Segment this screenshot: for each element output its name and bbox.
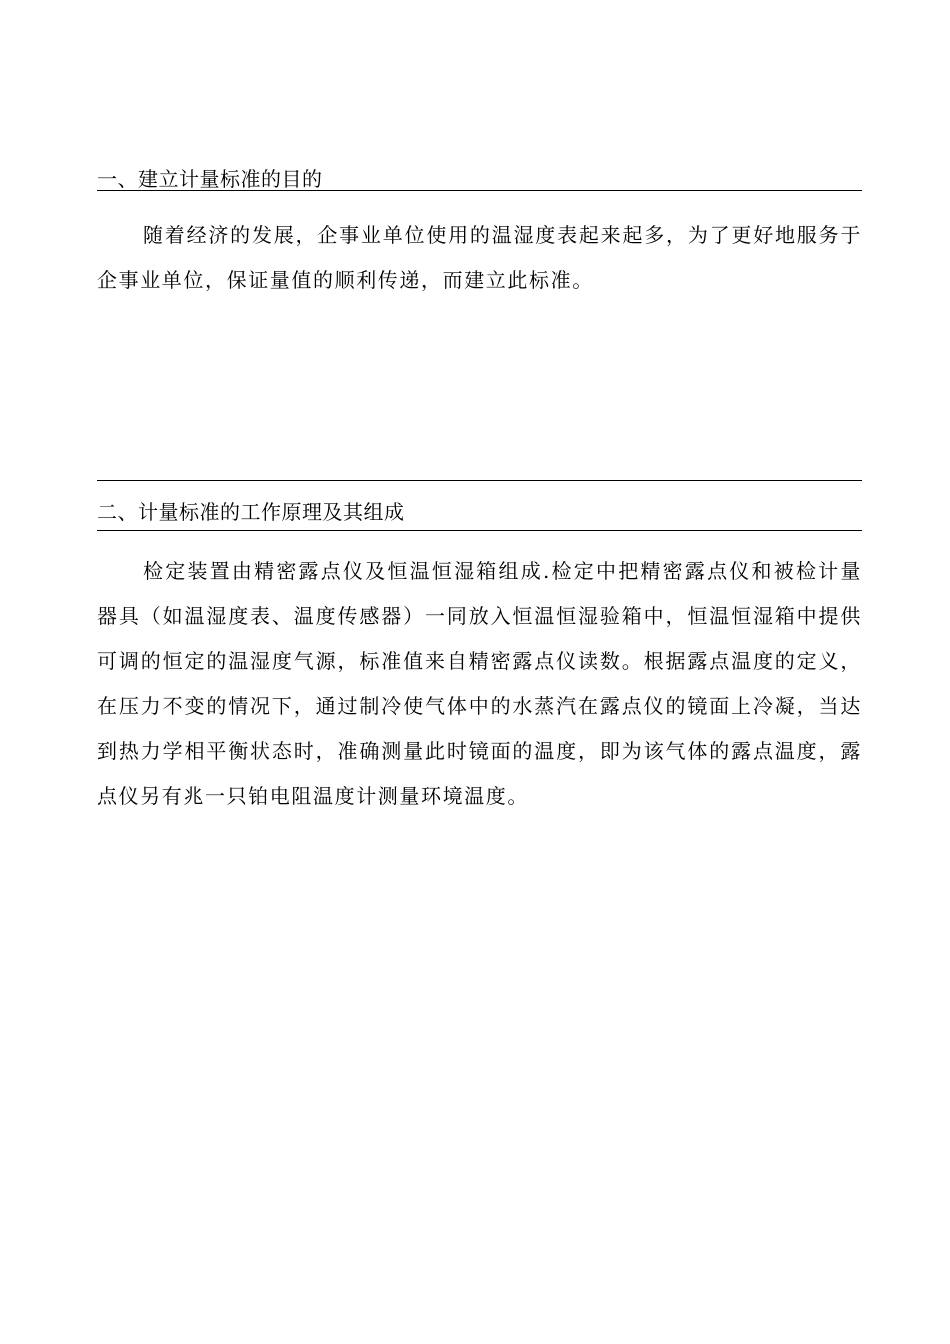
section-1-body: 随着经济的发展，企事业单位使用的温湿度表起来起多，为了更好地服务于企事业单位，保证量值的顺利传递，而建立此标准。 <box>97 223 862 292</box>
section-2-top-rule <box>97 480 862 481</box>
section-2-heading: 二、计量标准的工作原理及其组成 <box>97 500 405 524</box>
section-2-body: 检定装置由精密露点仪及恒温恒湿箱组成.检定中把精密露点仪和被检计量器具（如温湿度表、温度传感器）一同放入恒温恒湿验箱中，恒温恒湿箱中提供可调的恒定的温湿度气源，标准值来自精密露点仪读数。根据露点温度的定义，在压力不变的情况下，通过制冷使气体中的水蒸汽在露点仪的镜面上冷凝，当达到热力学相平衡状态时，准确测量此时镜面的温度，即为该气体的露点温度，露点仪另有兆一只铂电阻温度计测量环境温度。 <box>97 559 862 808</box>
section-2-heading-rule <box>97 530 862 531</box>
section-1-heading-rule <box>97 190 862 191</box>
section-1-heading: 一、建立计量标准的目的 <box>97 167 323 191</box>
